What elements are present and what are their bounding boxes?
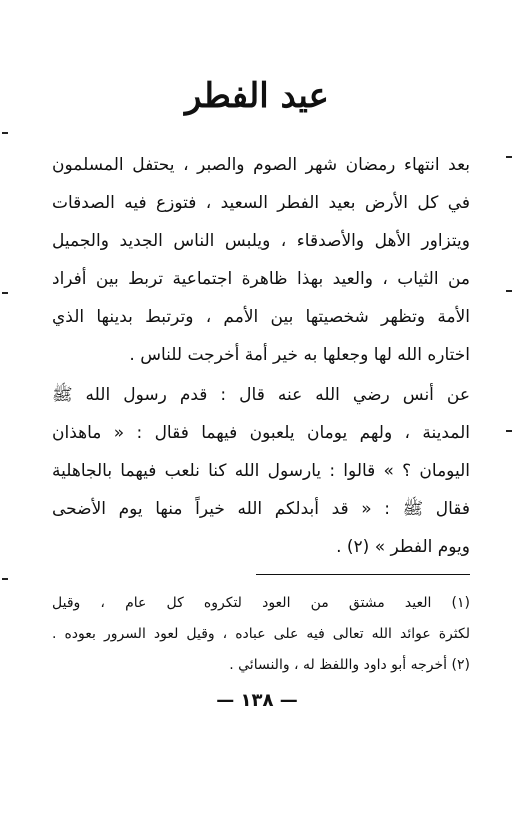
text-line: من الثياب ، والعيد بهذا ظاهرة اجتماعية تربط بين أفراد	[52, 269, 470, 289]
text-line: الأمة وتظهر شخصيتها بين الأمم ، وترتبط بدينها الذي	[52, 307, 470, 327]
margin-mark	[506, 430, 512, 432]
footnote-divider	[256, 574, 470, 575]
footnotes	[52, 588, 470, 681]
page-number: — ١٣٨ —	[216, 690, 298, 711]
margin-mark	[506, 156, 512, 158]
margin-mark	[506, 290, 512, 292]
text-line: عن أنس رضي الله عنه قال : قدم رسول الله ﷺ	[52, 385, 470, 405]
footnote-line: لكثرة عوائد الله تعالى فيه على عباده ، وقيل لعود السرور بعوده .	[52, 626, 470, 642]
page-title: عيد الفطر	[185, 76, 329, 116]
text-line: اختاره الله لها وجعلها به خير أمة أخرجت للناس .	[129, 345, 470, 365]
hadith-paragraph	[52, 376, 470, 566]
intro-paragraph	[52, 146, 470, 374]
text-line: المدينة ، ولهم يومان يلعبون فيهما فقال : « ماهذان	[52, 423, 470, 443]
margin-mark	[2, 292, 8, 294]
margin-mark	[2, 578, 8, 580]
footnote-line: (٢) أخرجه أبو داود واللفظ له ، والنسائي .	[229, 657, 470, 673]
text-line: ويوم الفطر » (٢) .	[336, 537, 470, 557]
text-line: في كل الأرض بعيد الفطر السعيد ، فتوزع فيه الصدقات	[52, 193, 470, 213]
text-line: بعد انتهاء رمضان شهر الصوم والصبر ، يحتفل المسلمون	[52, 155, 470, 175]
margin-mark	[2, 132, 8, 134]
footnote-line: (١) العيد مشتق من العود لتكروه كل عام ، وقيل	[52, 595, 470, 611]
text-line: اليومان ؟ » قالوا : يارسول الله كنا نلعب فيهما بالجاهلية	[52, 461, 470, 481]
text-line: فقال ﷺ : « قد أبدلكم الله خيراً منها يوم الأضحى	[52, 499, 470, 519]
text-line: ويتزاور الأهل والأصدقاء ، ويلبس الناس الجديد والجميل	[52, 231, 470, 251]
